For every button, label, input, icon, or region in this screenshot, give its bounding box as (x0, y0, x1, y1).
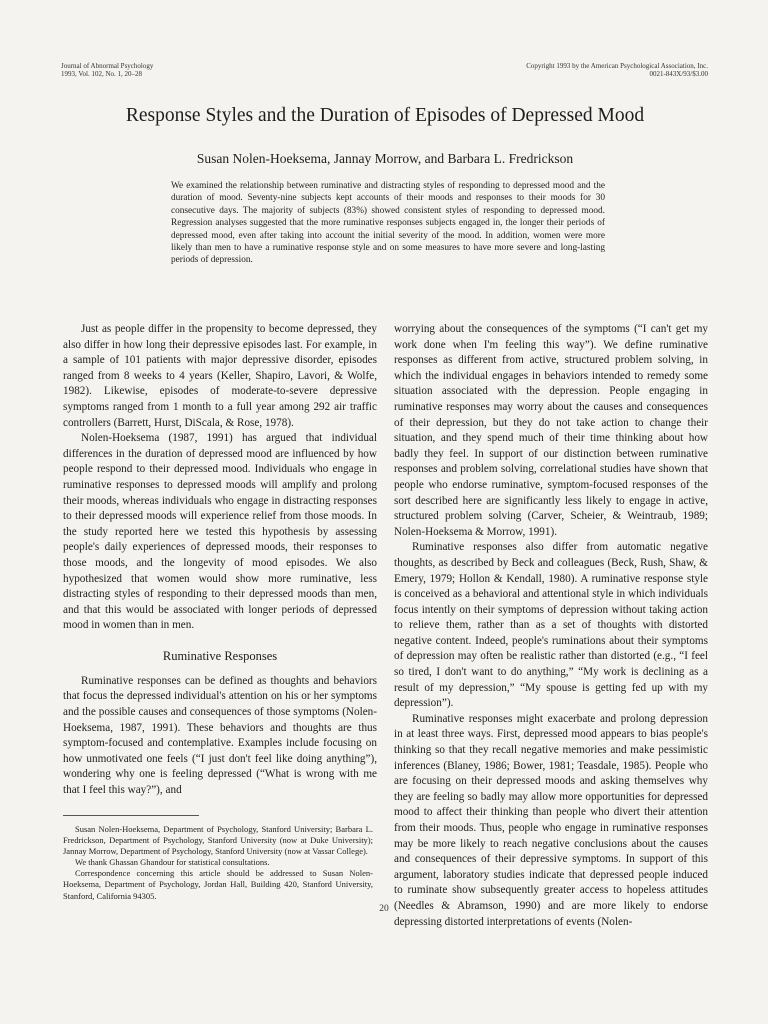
footnotes (63, 824, 373, 902)
body-paragraph: worrying about the consequences of the symptoms (“I can't get my work done when I'm feeling this way”). We define ruminative responses as different from active, structured problem solving, in which the individual engages in behaviors intended to remedy some situation associated with the depression. People engaging in ruminative responses may worry about the causes and consequences of their depression, but they do not take action to change their situation, and they spend much of their time thinking about how badly they feel. In support of our distinction between ruminative responses and problem solving, correlational studies have shown that people who endorse ruminative, symptom-focused responses of the sort described here are significantly less likely to engage in active, structured problem solving (Carver, Scheier, & Weintraub, 1989; Nolen-Hoeksema & Morrow, 1991). (394, 323, 708, 538)
correspondence-note: Correspondence concerning this article should be addressed to Susan Nolen-Hoeksema, Department of Psychology, Jordan Hall, Building 420, Stanford University, Stanford, California 94305. (63, 868, 373, 901)
copyright-line: Copyright 1993 by the American Psychological Association, Inc. (526, 62, 708, 70)
issn-line: 0021-843X/93/$3.00 (649, 70, 708, 78)
journal-volume: 1993, Vol. 102, No. 1, 20–28 (61, 70, 143, 78)
body-paragraph: Nolen-Hoeksema (1987, 1991) has argued that individual differences in the duration of depressed mood are influenced by how people respond to their depressed mood. Individuals who engage in ruminative responses to depressed moods will amplify and prolong their moods, whereas individuals who engage in distracting responses to their depressed moods will experience relief from those moods. In the study reported here we tested this hypothesis by assessing people's daily experiences of depressed moods, their responses to those moods, and the longevity of mood episodes. We also hypothesized that women would show more ruminative, less distracting styles of responding to their depressed moods than men, and that this would be associated with longer periods of depressed mood in women than in men. (63, 432, 377, 632)
body-paragraph: Ruminative responses also differ from automatic negative thoughts, as described by Beck and colleagues (Beck, Rush, Shaw, & Emery, 1979; Hollon & Kendall, 1980). A ruminative response style is conceived as a behavioral and attentional style in which individuals focus intently on their symptoms of depression without taking action to relieve them, rather than as a set of thoughts with distorted negative content. Indeed, people's ruminations about their symptoms of depression may often be realistic rather than distorted (e.g., “I feel so tired, I don't want to do anything,” “My work is declining as a result of my depression,” “My spouse is getting fed up with my depression”). (394, 541, 708, 710)
copyright-notice (526, 62, 708, 78)
page-number: 20 (379, 904, 389, 914)
article-title: Response Styles and the Duration of Episodes of Depressed Mood (125, 105, 645, 126)
section-heading: Ruminative Responses (162, 648, 278, 663)
body-paragraph: Just as people differ in the propensity to become depressed, they also differ in how long their depressive episodes last. For example, in a sample of 101 patients with major depressive disorder, episodes ranged from 8 weeks to 4 years (Keller, Shapiro, Lavori, & Wolfe, 1982). Likewise, episodes of moderate-to-severe depressive symptoms ranged from 1 month to a full year among 292 air traffic controllers (Barrett, Hurst, DiScala, & Rose, 1978). (63, 323, 377, 429)
journal-name: Journal of Abnormal Psychology (61, 62, 154, 70)
abstract: We examined the relationship between ruminative and distracting styles of responding to depressed mood and the duration of mood. Seventy-nine subjects kept accounts of their moods and responses to their moods for 30 consecutive days. The majority of subjects (83%) showed consistent styles of responding to depressed mood. Regression analyses suggested that the more ruminative responses subjects engaged in, the longer their periods of depressed mood, even after taking into account the initial severity of the mood. In addition, women were more likely than men to have a ruminative response style and on some measures to have more severe and long-lasting periods of depression. (171, 181, 605, 266)
journal-citation (61, 62, 153, 78)
footnote-divider (63, 815, 199, 816)
acknowledgment-note: We thank Ghassan Ghandour for statistical consultations. (75, 857, 270, 868)
right-column (394, 322, 708, 930)
author-list: Susan Nolen-Hoeksema, Jannay Morrow, and Barbara L. Fredrickson (196, 151, 574, 166)
left-column (63, 322, 377, 799)
author-affiliation-note: Susan Nolen-Hoeksema, Department of Psychology, Stanford University; Barbara L. Fredrickson, Department of Psychology, Stanford University (now at Duke University); Jannay Morrow, Department of Psychology, Stanford University (now at Vassar College). (63, 824, 373, 857)
body-paragraph: Ruminative responses might exacerbate and prolong depression in at least three ways. First, depressed mood appears to bias people's thinking so that they recall negative memories and make pessimistic inferences (Blaney, 1986; Bower, 1981; Teasdale, 1985). People who are focusing on their depressed moods and asking themselves why they are feeling so badly may allow more opportunities for depressed mood to affect their thinking than people who divert their attention from their moods. Thus, people who engage in ruminative responses may be more likely to reach negative conclusions about the causes and consequences of their depressive symptoms. In support of this argument, laboratory studies indicate that depressed people induced to ruminate show subsequently greater access to hopeless attitudes (Needles & Abramson, 1990) and are more likely to endorse depressing distorted interpretations of events (Nolen- (394, 712, 708, 928)
body-paragraph: Ruminative responses can be defined as thoughts and behaviors that focus the depressed individual's attention on his or her symptoms and the possible causes and consequences of those symptoms (Nolen-Hoeksema, 1987, 1991). These behaviors and thoughts are thus symptom-focused and contemplative. Examples include focusing on how unmotivated one feels (“I just don't feel like doing anything”), wondering why one is feeling depressed (“What is wrong with me that I feel this way?”), and (63, 674, 377, 797)
